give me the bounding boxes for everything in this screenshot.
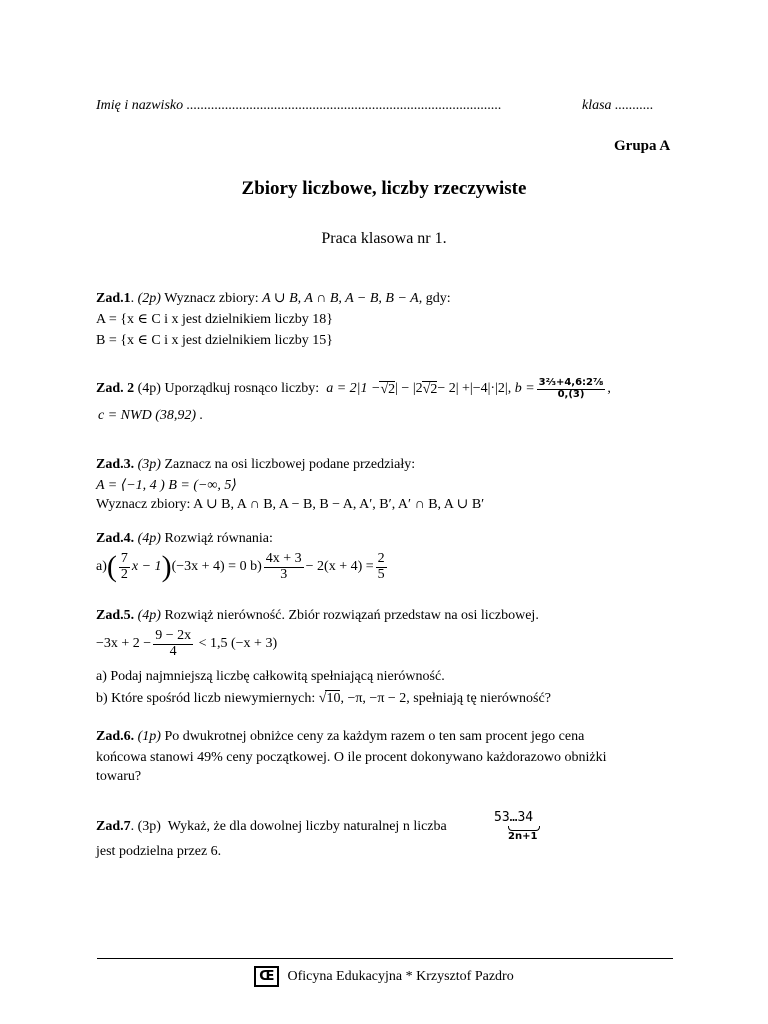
task-5-qb-text1: b) Które spośród liczb niewymiernych:	[96, 691, 316, 706]
task-3-task: Wyznacz zbiory: A ∪ B, A ∩ B, A − B, B − A, A′, B′, A′ ∩ B, A ∪ B′	[96, 497, 485, 512]
task-4-b-result-den: 5	[377, 566, 385, 582]
task-1-points: (2p)	[137, 291, 161, 306]
left-paren: (	[106, 550, 117, 584]
task-2-label: Zad. 2	[96, 381, 135, 396]
task-7-label: Zad.7	[96, 819, 131, 834]
task-5-question-b: b) Które spośród liczb niewymiernych: √10, −π, −π − 2, spełniają tę nierówność?	[96, 691, 551, 706]
task-2-points: (4p)	[137, 381, 161, 396]
task-5-fraction	[153, 629, 193, 659]
task-2-a-sqrt2: √2	[422, 381, 438, 397]
task-6-points: (1p)	[137, 729, 161, 744]
task-6-block	[96, 729, 676, 745]
task-7-number: 53…34	[494, 810, 534, 825]
task-4-a-numerator: 7	[120, 551, 128, 566]
right-paren: )	[161, 550, 172, 584]
task-2-b-numerator: 3⅔+4,6:2⅞	[538, 377, 604, 388]
task-5-qb-sqrt: 10	[326, 691, 341, 706]
task-2-comma: ,	[607, 381, 611, 396]
task-7-heading: Zad.7. (3p) Wykaż, że dla dowolnej liczby naturalnej n liczba	[96, 819, 447, 834]
footer	[0, 966, 768, 987]
task-3-heading	[96, 457, 415, 473]
task-1-sets: A ∪ B, A ∩ B, A − B, B − A,	[262, 291, 423, 306]
task-4-a-rest: x − 1	[131, 559, 162, 575]
task-1-when: gdy:	[425, 291, 451, 306]
task-1-set-b: B = {x ∈ C i x jest dzielnikiem liczby 15}	[96, 333, 334, 348]
task-6-line1: Po dwukrotnej obniżce ceny za każdym razem o ten sam procent jego cena	[164, 729, 585, 744]
task-3-points: (3p)	[137, 457, 161, 472]
task-6-label: Zad.6.	[96, 729, 135, 744]
task-5-points: (4p)	[137, 608, 161, 623]
task-6-line2: końcowa stanowi 49% ceny początkowej. O ile procent dokonywano każdorazowo obniżki	[96, 750, 607, 765]
task-5-label: Zad.5.	[96, 608, 135, 623]
class-field-label: klasa ...........	[582, 98, 654, 113]
task-5-right: < 1,5 (−x + 3)	[198, 636, 278, 652]
task-2-a-part1: a = 2|1 −	[326, 381, 381, 396]
task-4-b-mid: − 2(x + 4) =	[305, 559, 374, 575]
task-4-b-result-num: 2	[377, 551, 385, 566]
footer-divider	[97, 958, 673, 959]
name-field-label: Imię i nazwisko ..........................................................................................	[96, 98, 502, 113]
task-7-text: Wykaż, że dla dowolnej liczby naturalnej n liczba	[167, 819, 447, 834]
task-2-a-sqrt1: √2	[380, 381, 396, 397]
task-5-denominator: 4	[169, 643, 177, 659]
task-1-text: Wyznacz zbiory:	[164, 291, 259, 306]
task-6-line3: towaru?	[96, 769, 142, 784]
task-5-qb-text2: , −π, −π − 2, spełniają tę nierówność?	[340, 691, 551, 706]
task-4-a-fraction	[119, 552, 130, 582]
task-5-heading	[96, 608, 539, 624]
task-4-equations	[96, 552, 389, 582]
task-2-a-part3: − 2| +|−4|·|2|,	[437, 381, 512, 396]
publisher-logo: Œ	[254, 966, 279, 987]
task-5-inequality	[96, 629, 277, 659]
task-4-points: (4p)	[137, 531, 161, 546]
task-2-text: Uporządkuj rosnąco liczby:	[164, 381, 320, 396]
task-5-numerator: 9 − 2x	[155, 628, 192, 643]
task-4-a-denominator: 2	[120, 566, 128, 582]
task-4-b-numerator: 4x + 3	[265, 551, 302, 566]
page-subtitle: Praca klasowa nr 1.	[321, 230, 447, 247]
footer-text: Oficyna Edukacyjna * Krzysztof Pazdro	[287, 969, 514, 984]
task-4-label: Zad.4.	[96, 531, 135, 546]
task-4-a-label: a)	[96, 559, 107, 575]
task-5-question-a: a) Podaj najmniejszą liczbę całkowitą spełniającą nierówność.	[96, 669, 445, 684]
task-2-b-fraction	[537, 378, 606, 400]
task-3-text: Zaznacz na osi liczbowej podane przedziały:	[164, 457, 416, 472]
task-4-b-denominator: 3	[280, 566, 288, 582]
task-3-label: Zad.3.	[96, 457, 135, 472]
task-4-heading	[96, 531, 273, 547]
task-4-b-fraction	[264, 552, 304, 582]
task-4-b-result	[376, 552, 387, 582]
task-2-heading	[96, 378, 611, 400]
task-4-a-rest2: (−3x + 4) = 0	[171, 559, 247, 575]
task-4-b-label: b)	[250, 559, 262, 575]
task-2-b-label: b =	[514, 381, 535, 396]
task-1-heading: Zad.1. (2p) Wyznacz zbiory: A ∪ B, A ∩ B, A − B, B − A, gdy:	[96, 291, 451, 306]
task-1-label: Zad.1	[96, 291, 131, 306]
task-7-line2: jest podzielna przez 6.	[96, 844, 222, 859]
task-5-left: −3x + 2 −	[96, 636, 152, 652]
task-2-a-part2: | − |2	[395, 381, 423, 396]
task-4-text: Rozwiąż równania:	[164, 531, 273, 546]
task-1-set-a: A = {x ∈ C i x jest dzielnikiem liczby 18}	[96, 312, 334, 327]
task-7-points: (3p)	[137, 819, 161, 834]
task-5-text: Rozwiąż nierówność. Zbiór rozwiązań przedstaw na osi liczbowej.	[164, 608, 539, 623]
task-2-c-line: c = NWD (38,92) .	[98, 408, 204, 423]
page-title: Zbiory liczbowe, liczby rzeczywiste	[241, 178, 527, 199]
task-2-b-denominator: 0,(3)	[557, 388, 585, 400]
task-7-underbrace-label: 2n+1	[508, 831, 538, 842]
group-label: Grupa A	[614, 138, 671, 154]
task-3-intervals: A = ⟨−1, 4 ) B = (−∞, 5⟩	[96, 478, 237, 493]
